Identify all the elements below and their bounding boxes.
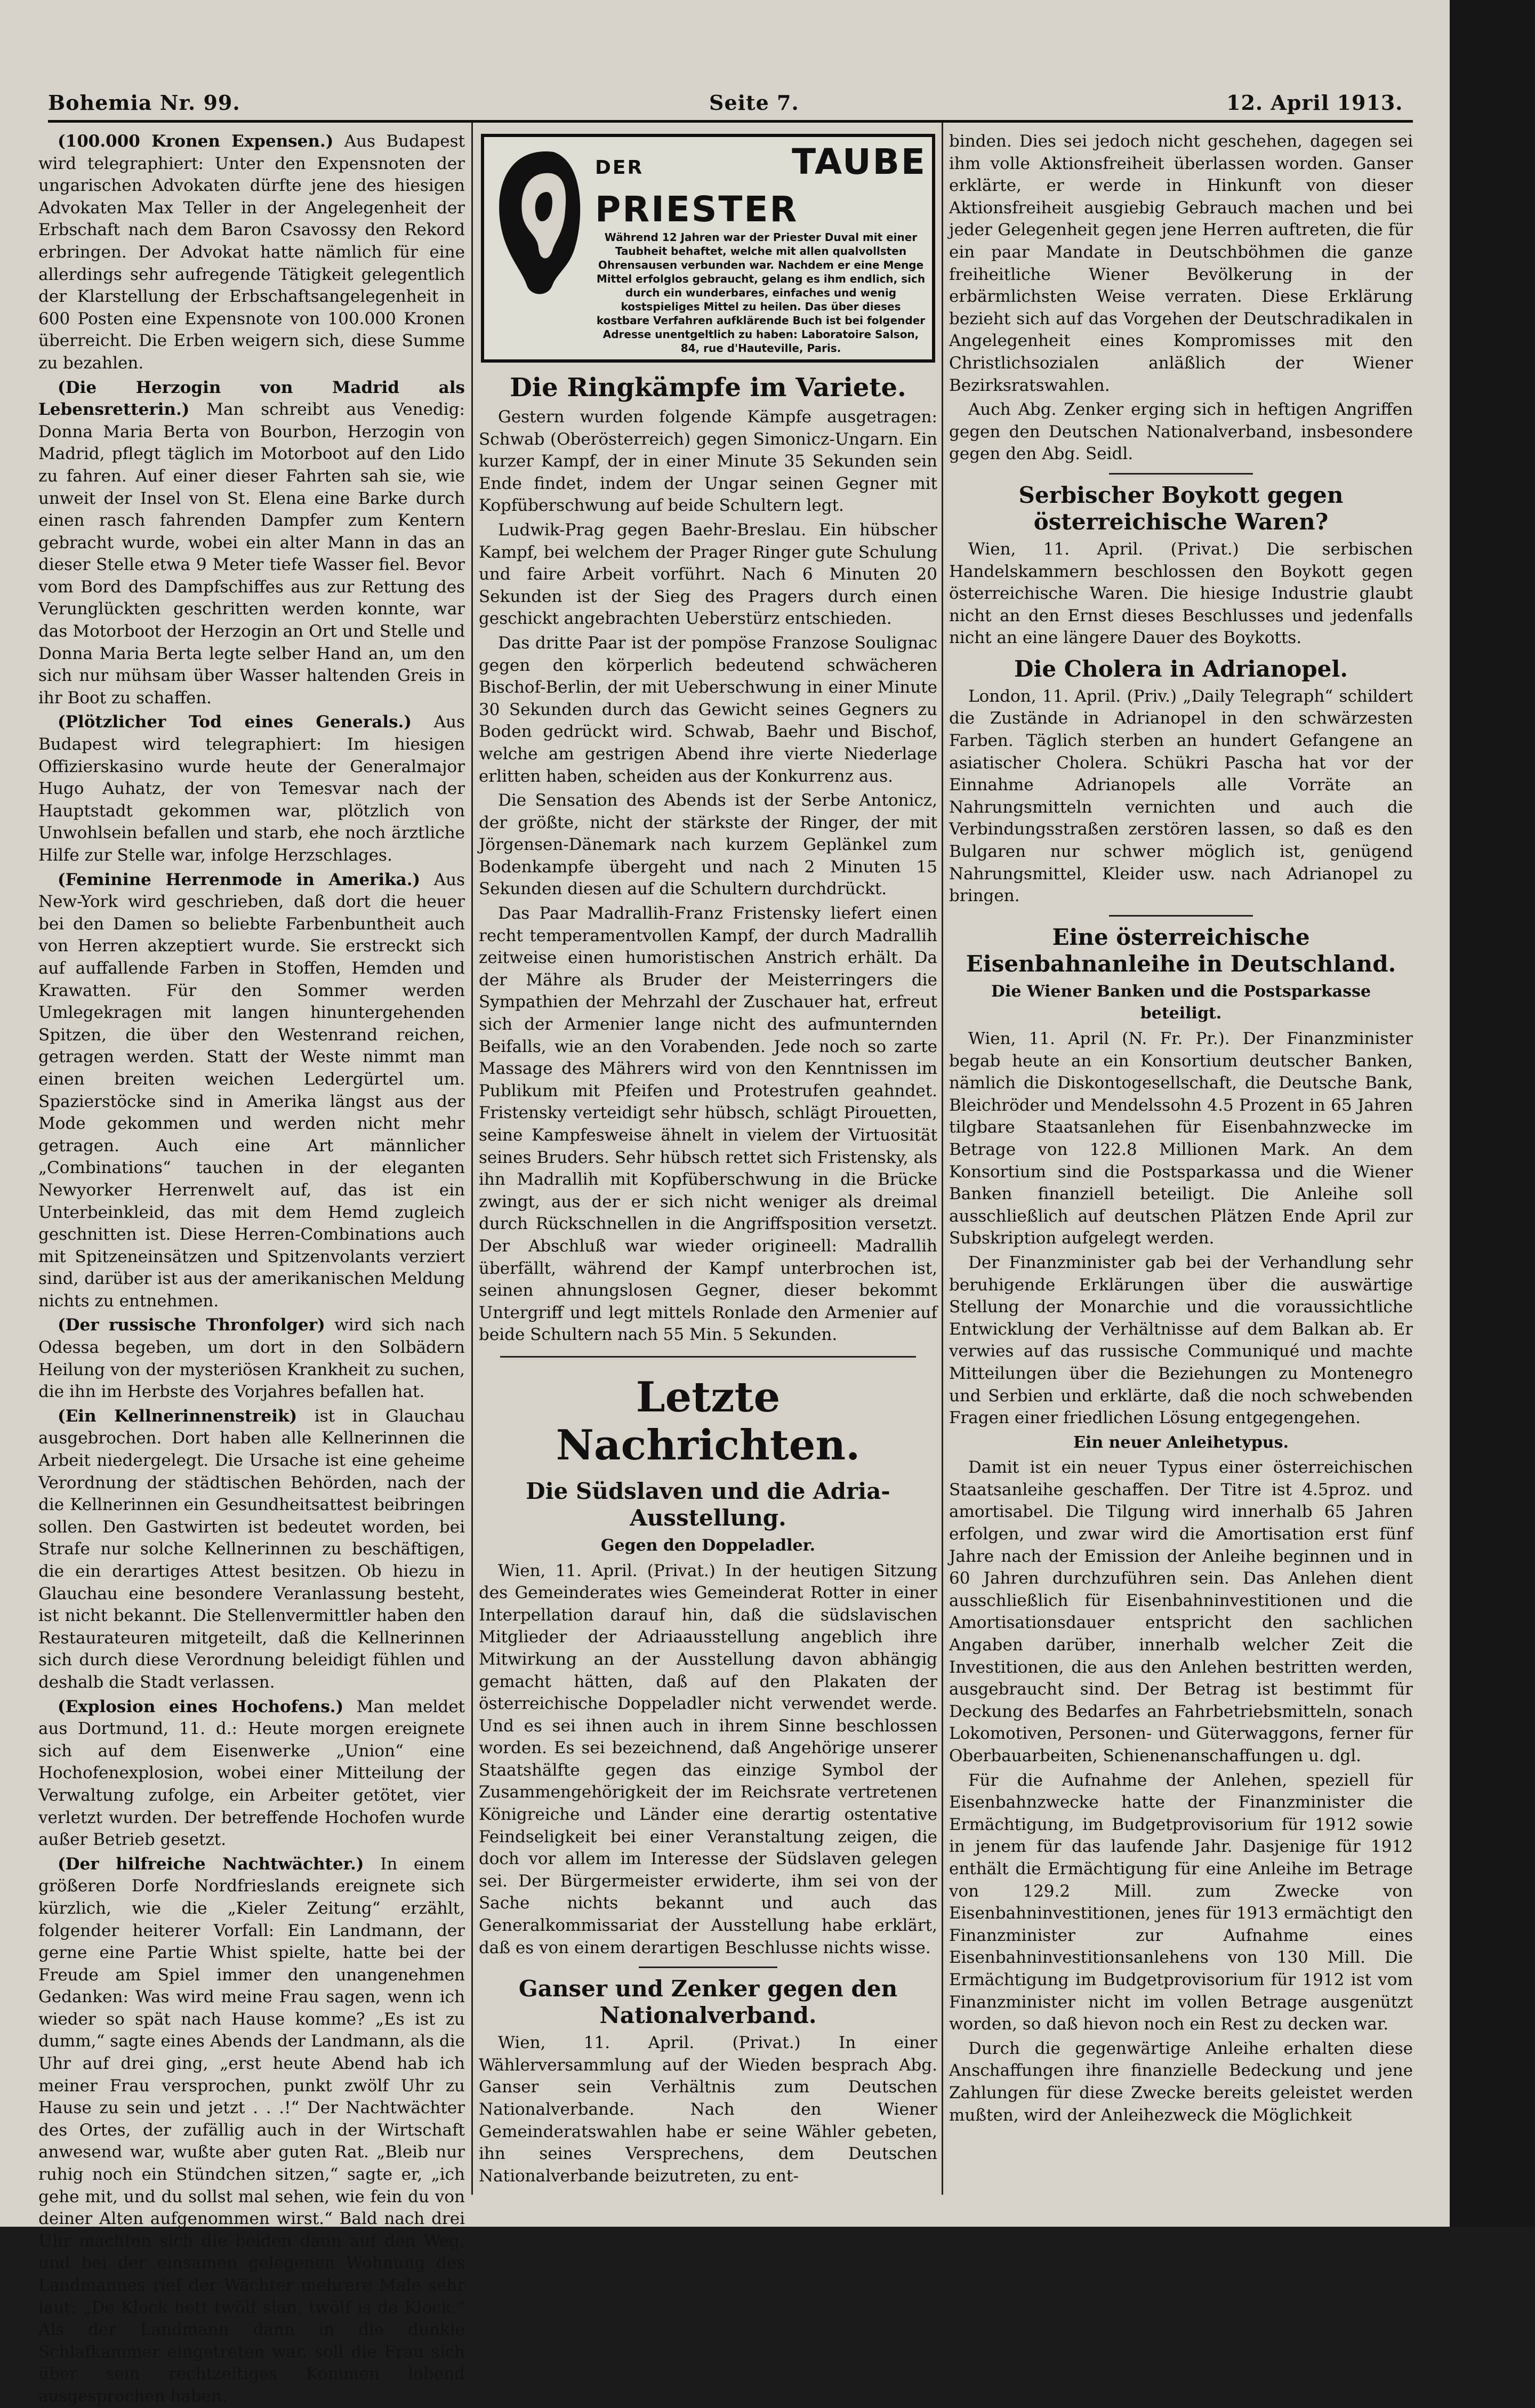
article-anleihetypus: Damit ist ein neuer Typus einer österreichischen Staatsanleihe geschaffen. Der Titre ist 4.5proz. und amortisabel. Die Tilgung wird innerhalb 65 Jahren erfolgen, und zwar wird die Amortisation erst fünf Jahre nach der Emission der Anleihe beginnen und in 60 Jahren durchzuführen sein. Das Anlehen dient ausschließlich für Eisenbahninvestitionen und die Amortisationsdauer entspricht den sachlichen Angaben darüber, innerhalb welcher Zeit die Investitionen, die aus den Anlehen bestritten werden, ausgebraucht sind. Der Betrag ist bestimmt für Deckung des Bedarfes an Fahrbetriebsmitteln, sonach Lokomotiven, Personen- und Güterwaggons, ferner für Oberbauarbeiten, Schienenanschaffungen u. dgl. — [949, 1458, 1413, 1765]
article-thronfolger: (Der russische Thronfolger) wird sich nach Odessa begeben, um dort in den Solbädern Heilung von der mysteriösen Krankheit zu suchen, die ihn im Herbste des Vorjahres befallen hat. — [38, 1315, 465, 1402]
article-divider — [1109, 915, 1253, 917]
advertisement-taube-priester — [481, 134, 935, 363]
article-hochofen: (Explosion eines Hochofens.) Man meldet aus Dortmund, 11. d.: Heute morgen ereignete sich auf dem Eisenwerke „Union“ eine Hochofenexplosion, wobei einer Mitteilung der Verwaltung zufolge, ein Arbeiter getötet, vier verletzt wurden. Der betreffende Hochofen wurde außer Betrieb gesetzt. — [38, 1697, 465, 1850]
article-nachtwaechter: (Der hilfreiche Nachtwächter.) In einem größeren Dorfe Nordfrieslands ereignete sich kürzlich, wie die „Kieler Zeitung“ erzählt, folgender heiterer Vorfall: Ein Landmann, der gerne eine Partie Whist spielte, hatte bei der Freude am Spiel immer den unangenehmen Gedanken: Was wird meine Frau sagen, wenn ich wieder so spät nach Hause komme? „Es ist zu dumm,“ sagte eines Abends der Landmann, als die Uhr auf drei ging, „erst heute Abend hab ich meiner Frau versprochen, punkt zwölf Uhr zu Hause zu sein und jetzt . . .!“ Der Nachtwächter des Ortes, der zufällig auch in der Wirtschaft anwesend war, wußte aber guten Rat. „Bleib nur ruhig noch ein Stündchen sitzen,“ sagte er, „ich gehe mit, und du sollst mal sehen, wie fein du von deiner Alten aufgenommen wirst.“ Bald nach drei Uhr machten sich die beiden dann auf den Weg, und bei der einsamen gelegenen Wohnung des Landmannes rief der Wächter mehrere Male sehr laut: „De Klock hett twölf slan, twölf is de Klock.“ Als der Landmann dann in die dunkle Schlafkammer eingetreten war, soll die Frau sich über sein rechtzeitiges Kommen lobend ausgesprochen haben. — [38, 1854, 465, 2406]
column-divider-2 — [942, 123, 943, 2195]
ringkampf-para: Die Sensation des Abends ist der Serbe Antonicz, der größte, nicht der stärkste der Ringer, der mit Jörgensen-Dänemark nach kurzem Geplänkel zum Bodenkampfe übergeht und nach 2 Minuten 15 Sekunden diesen auf die Schultern durchdrückt. — [479, 791, 937, 899]
ringkampf-para: Gestern wurden folgende Kämpfe ausgetragen: Schwab (Oberösterreich) gegen Simonicz-Ungarn. Ein kurzer Kampf, der in einer Minute 35 Sekunden sein Ende findet, indem der Ungar seinen Gegner mit Kopfüberschwung auf beide Schultern legt. — [479, 407, 937, 516]
kicker-anleihetypus: Ein neuer Anleihetypus. — [1073, 1433, 1289, 1452]
ad-title: DER TAUBE PRIESTER — [595, 141, 927, 230]
article-boykott: Wien, 11. April. (Privat.) Die serbischen Handelskammern beschlossen den Boykott gegen österreichische Waren. Die hiesige Industrie glaubt nicht an den Ernst dieses Beschlusses und jedenfalls nicht an eine längere Dauer des Boykotts. — [949, 539, 1413, 648]
kicker-doppeladler: Gegen den Doppeladler. — [600, 1536, 816, 1555]
headline-cholera: Die Cholera in Adrianopel. — [1014, 655, 1348, 682]
column-3 — [949, 131, 1413, 2195]
column-divider-1 — [471, 123, 473, 2195]
headline-letzte-nachrichten: Letzte Nachrichten. — [556, 1372, 861, 1470]
headline-ringkaempfe: Die Ringkämpfe im Variete. — [510, 373, 906, 403]
kicker-banken: Die Wiener Banken und die Postsparkasse beteiligt. — [991, 982, 1371, 1023]
ringkampf-para: Ludwik-Prag gegen Baehr-Breslau. Ein hübscher Kampf, bei welchem der Prager Ringer gute Schulung und faire Arbeit vorführt. Nach 6 Minuten 20 Sekunden ist der Sieg des Pragers durch einen geschickt angebrachten Ueberstürz entschieden. — [479, 520, 937, 629]
header-issue: Bohemia Nr. 99. — [48, 91, 240, 115]
article-ganser-continued: binden. Dies sei jedoch nicht geschehen, dagegen sei ihm volle Aktionsfreiheit überlassen worden. Ganser erklärte, er werde in Hinkunft von dieser Aktionsfreiheit ausgiebig Gebrauch machen und bei jeder Gelegenheit gegen jene Herren auftreten, die für ein paar Mandate in Deutschböhmen die ganze freiheitliche Wiener Bevölkerung in der erbärmlichsten Weise verraten. Diese Erklärung bezieht sich auf das Vorgehen der Deutschradikalen in Angelegenheit eines Kompromisses mit den Christlichsozialen anläßlich der Wiener Bezirksratswahlen. — [949, 132, 1413, 395]
article-herrenmode: (Feminine Herrenmode in Amerika.) Aus New-York wird geschrieben, daß dort die heuer bei den Damen so beliebte Farbenbuntheit auch von Herren akzeptiert wurde. Sie erstreckt sich auf auffallende Farben in Stoffen, Hemden und Krawatten. Für den Sommer werden Umlegekragen mit langen hinuntergehenden Spitzen, die über den Westenrand reichen, getragen werden. Statt der Weste nimmt man einen breiten weichen Ledergürtel um. Spazierstöcke sind in Amerika längst aus der Mode gekommen und werden nicht mehr getragen. Auch eine Art männlicher „Combinations“ tauchen in der eleganten Newyorker Herrenwelt auf, das ist ein Unterbeinkleid, das mit dem Hemd zugleich geschnitten ist. Diese Herren-Combinations auch mit Spitzeneinsätzen und Spitzenvolants verziert sind, darüber ist aus der amerikanischen Meldung nichts zu entnehmen. — [38, 870, 465, 1311]
article-anleihe: Wien, 11. April (N. Fr. Pr.). Der Finanzminister begab heute an ein Konsortium deutscher Banken, nämlich die Diskontogesellschaft, die Deutsche Bank, Bleichröder und Mendelssohn 4.5 Prozent in 65 Jahren tilgbare Staatsanlehen für Eisenbahnzwecke im Betrage von 122.8 Millionen Mark. An dem Konsortium sind die Postsparkassa und die Wiener Banken finanziell beteiligt. Die Anleihe soll ausschließlich auf deutschen Plätzen Ende April zur Subskription aufgelegt werden. — [949, 1029, 1413, 1248]
ringkampf-para: Das dritte Paar ist der pompöse Franzose Soulignac gegen den körperlich bedeutend schwächeren Bischof-Berlin, der mit Ueberschwung in einer Minute 30 Sekunden durch das Gewicht seines Gegners zu Boden gedrückt wird. Schwab, Baehr und Bischof, welche am gestrigen Abend ihre vierte Niederlage erlitten haben, scheiden aus der Konkurrenz aus. — [479, 633, 937, 786]
header-rule — [48, 120, 1413, 123]
article-expensen: (100.000 Kronen Expensen.) Aus Budapest wird telegraphiert: Unter den Expensnoten der ungarischen Advokaten dürfte jene des hiesigen Advokaten Max Teller in der Angelegenheit der Erbschaft nach dem Baron Csavossy den Rekord erbringen. Der Advokat hatte nämlich für eine allerdings sehr aufregende Tätigkeit gelegentlich der Klarstellung der Erbschaftsangelegenheit in 600 Posten eine Expensnote von 100.000 Kronen überreicht. Die Erben weigern sich, diese Summe zu bezahlen. — [38, 132, 465, 373]
ringkampf-para: Das Paar Madrallih-Franz Fristensky liefert einen recht temperamentvollen Kampf, der durch Madrallih zeitweise einen humoristischen Anstrich erhält. Da der Mähre als Bruder der Meisterringers die Sympathien der Mehrzahl der Zuschauer hat, erfreut sich der Armenier lange nicht des aufmunternden Beifalls, wie an den Vorabenden. Jede noch so zarte Massage des Mährers wird von den Kenntnissen im Publikum mit Pfeifen und Protestrufen geahndet. Fristensky verteidigt sehr hübsch, schlägt Pirouetten, seine Kampfesweise ähnelt in vielem der Virtuosität seines Bruders. Sehr hübsch rettet sich Fristensky, als ihn Madrallih mit Kopfüberschwung in die Brücke zwingt, aus der er sich nicht weniger als dreimal durch Rückschnellen in die Angriffsposition versetzt. Der Abschluß war wieder origineell: Madrallih überfällt, während der Kampf unterbrochen ist, seinen ahnungslosen Gegner, dieser bekommt Untergriff und legt mittels Ronlade den Armenier auf beide Schultern nach 55 Min. 5 Sekunden. — [479, 904, 937, 1345]
article-anleihe: Der Finanzminister gab bei der Verhandlung sehr beruhigende Erklärungen über die auswärtige Stellung der Monarchie und die voraussichtliche Entwicklung der Verhältnisse auf dem Balkan ab. Er verwies auf das russische Communiqué und machte Mitteilungen über die Beziehungen zu Montenegro und Serbien und erklärte, daß die noch schwebenden Fragen einer friedlichen Lösung entgegengehen. — [949, 1253, 1413, 1428]
article-kellnerinnen: (Ein Kellnerinnenstreik) ist in Glauchau ausgebrochen. Dort haben alle Kellnerinnen die Arbeit niedergelegt. Die Ursache ist eine geheime Verordnung der städtischen Behörden, nach der die Kellnerinnen ein Gesundheitsattest beibringen sollen. Den Gastwirten ist bedeutet worden, bei Strafe nur solche Kellnerinnen zu beschäftigen, die ein derartiges Attest besitzen. Ob hiezu in Glauchau eine besondere Veranlassung besteht, ist nicht bekannt. Die Stellenvermittler haben den Restaurateuren mitgeteilt, daß die Kellnerinnen sich durch diese Verordnung beleidigt fühlen und deshalb die Stadt verlassen. — [38, 1406, 465, 1692]
article-cholera: London, 11. April. (Priv.) „Daily Telegraph“ schildert die Zustände in Adrianopel in den schwärzesten Farben. Täglich sterben an hundert Gefangene an asiatischer Cholera. Schükri Pascha hat vor der Einnahme Adrianopels alle Vorräte an Nahrungsmitteln vernichten und auch die Verbindungsstraßen zerstören lassen, so daß es den Bulgaren nur schwer möglich ist, genügend Nahrungsmittel, Kleider usw. nach Adrianopel zu bringen. — [949, 686, 1413, 906]
ear-icon — [489, 141, 591, 301]
headline-eisenbahnanleihe: Eine österreichische Eisenbahnanleihe in Deutschland. — [966, 924, 1396, 977]
article-divider — [1109, 473, 1253, 475]
article-anleihetypus: Für die Aufnahme der Anlehen, speziell für Eisenbahnzwecke hatte der Finanzminister die Ermächtigung, im Budgetprovisorium für 1912 sowie in jenem für das laufende Jahr. Dasjenige für 1912 enthält die Ermächtigung für eine Anleihe im Betrage von 129.2 Mill. zum Zwecke von Eisenbahninvestitionen, jenes für 1913 ermächtigt den Finanzminister zur Aufnahme eines Eisenbahninvestitionsanlehens von 130 Mill. Die Ermächtigung im Budgetprovisorium für 1912 ist vom Finanzminister nicht im vollen Betrage ausgenützt worden, so daß hievon noch ein Rest zu decken war. — [949, 1770, 1413, 2034]
header-page-number: Seite 7. — [709, 91, 799, 115]
article-general: (Plötzlicher Tod eines Generals.) Aus Budapest wird telegraphiert: Im hiesigen Offizierskasino wurde heute der Generalmajor Hugo Auhatz, der von Temesvar nach der Hauptstadt gekommen war, plötzlich von Unwohlsein befallen und starb, ehe noch ärztliche Hilfe zur Stelle war, infolge Herzschlages. — [38, 712, 465, 865]
article-divider — [639, 1966, 777, 1968]
column-1 — [38, 131, 465, 2406]
ad-body — [595, 141, 927, 355]
scan-edge — [1450, 0, 1535, 2227]
article-herzogin: (Die Herzogin von Madrid als Lebensretterin.) Man schreibt aus Venedig: Donna Maria Berta von Bourbon, Herzogin von Madrid, pflegt täglich im Motorboot auf den Lido zu fahren. Auf einer dieser Fahrten sah sie, wie unweit der Insel von St. Elena eine Barke durch einen rasch fahrenden Dampfer zum Kentern gebracht wurde, wobei ein alter Mann in das an dieser Stelle etwa 9 Meter tiefe Wasser fiel. Bevor vom Bord des Dampfschiffes aus zur Rettung des Verunglückten geschritten werden konnte, war das Motorboot der Herzogin an Ort und Stelle und Donna Maria Berta legte selber Hand an, um den sich nur mühsam über Wasser haltenden Greis in ihr Boot zu schaffen. — [38, 378, 465, 708]
section-divider — [500, 1356, 916, 1358]
header-date: 12. April 1913. — [1226, 91, 1403, 115]
article-suedslaven: Wien, 11. April. (Privat.) In der heutigen Sitzung des Gemeinderates wies Gemeinderat Rotter in einer Interpellation darauf hin, daß die südslavischen Mitglieder der Adriaausstellung angeblich ihre Mitwirkung an der Ausstellung davon abhängig gemacht hätten, daß auf den Plakaten der österreichische Doppeladler nicht verwendet werde. Und es sei ihnen auch in ihrem Sinne beschlossen worden. Es sei bezeichnend, daß Angehörige unserer Staatshälfte gegen das einzige Symbol der Zusammengehörigkeit der im Reichsrate vertretenen Königreiche und Länder eine derartig ostentative Feindseligkeit bei einer Veranstaltung zeigen, die doch vor allem im Interesse der Südslaven gelegen sei. Der Bürgermeister erwiderte, ihm sei von der Sache nichts bekannt und auch das Generalkommissariat der Ausstellung habe erklärt, daß es von einem derartigen Beschlusse nichts wisse. — [479, 1561, 937, 1957]
article-anleihetypus: Durch die gegenwärtige Anleihe erhalten diese Anschaffungen ihre finanzielle Bedeckung und jene Zahlungen für diese Zwecke bereits geleistet werden mußten, wird der Anleihezweck die Möglichkeit — [949, 2038, 1413, 2125]
headline-suedslaven: Die Südslaven und die Adria-Ausstellung. — [526, 1478, 890, 1531]
headline-ganser-zenker: Ganser und Zenker gegen den Nationalverband. — [518, 1976, 898, 2029]
headline-serbischer-boykott: Serbischer Boykott gegen österreichische Waren? — [1018, 481, 1344, 535]
column-2 — [479, 131, 937, 2195]
ad-text: Während 12 Jahren war der Priester Duval mit einer Taubheit behaftet, welche mit allen qualvollsten Ohrensausen verbunden war. Nachdem er eine Menge Mittel erfolglos gebraucht, gelang es ihm endlich, sich durch ein wunderbares, einfaches und wenig kostspieliges Mittel zu heilen. Das über dieses kostbare Verfahren aufklärende Buch ist bei folgender Adresse unentgeltlich zu haben: Laboratoire Salson, 84, rue d'Hauteville, Paris. — [596, 231, 926, 355]
article-zenker: Auch Abg. Zenker erging sich in heftigen Angriffen gegen den Deutschen Nationalverband, insbesondere gegen den Abg. Seidl. — [949, 400, 1413, 464]
article-ganser: Wien, 11. April. (Privat.) In einer Wählerversammlung auf der Wieden besprach Abg. Ganser sein Verhältnis zum Deutschen Nationalverbande. Nach den Wiener Gemeinderatswahlen habe er seine Wähler gebeten, ihn seines Versprechens, dem Deutschen Nationalverbande beizutreten, zu ent- — [479, 2033, 937, 2186]
